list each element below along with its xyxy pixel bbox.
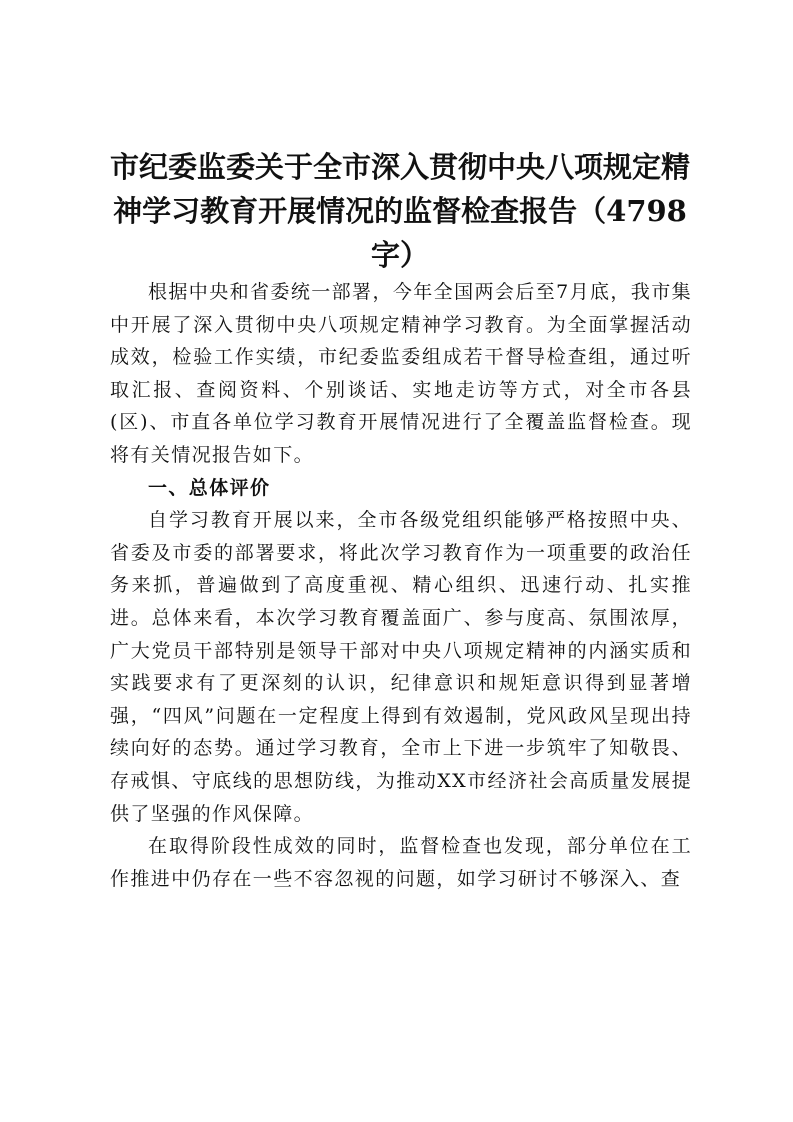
- document-body: [110, 276, 692, 895]
- paragraph-issues-intro: 在取得阶段性成效的同时，监督检查也发现，部分单位在工作推进中仍存在一些不容忽视的问题，如学习研讨不够深入、查: [110, 835, 692, 890]
- paragraph-overall-evaluation: 自学习教育开展以来，全市各级党组织能够严格按照中央、省委及市委的部署要求，将此次学习教育作为一项重要的政治任务来抓，普遍做到了高度重视、精心组织、迅速行动、扎实推进。总体来看，本次学习教育覆盖面广、参与度高、氛围浓厚，广大党员干部特别是领导干部对中央八项规定精神的内涵实质和实践要求有了更深刻的认识，纪律意识和规矩意识得到显著增强，“四风”问题在一定程度上得到有效遏制，党风政风呈现出持续向好的态势。通过学习教育，全市上下进一步筑牢了知敬畏、存戒惧、守底线的思想防线，为推动XX市经济社会高质量发展提供了坚强的作风保障。: [110, 509, 692, 825]
- paragraph-intro: 根据中央和省委统一部署，今年全国两会后至7月底，我市集中开展了深入贯彻中央八项规定精神学习教育。为全面掌握活动成效，检验工作实绩，市纪委监委组成若干督导检查组，通过听取汇报、查阅资料、个别谈话、实地走访等方式，对全市各县(区)、市直各单位学习教育开展情况进行了全覆盖监督检查。现将有关情况报告如下。: [110, 281, 692, 466]
- section-heading-overall-evaluation: 一、总体评价: [148, 476, 271, 499]
- document-title: 市纪委监委关于全市深入贯彻中央八项规定精神学习教育开展情况的监督检查报告（4798字）: [109, 150, 690, 272]
